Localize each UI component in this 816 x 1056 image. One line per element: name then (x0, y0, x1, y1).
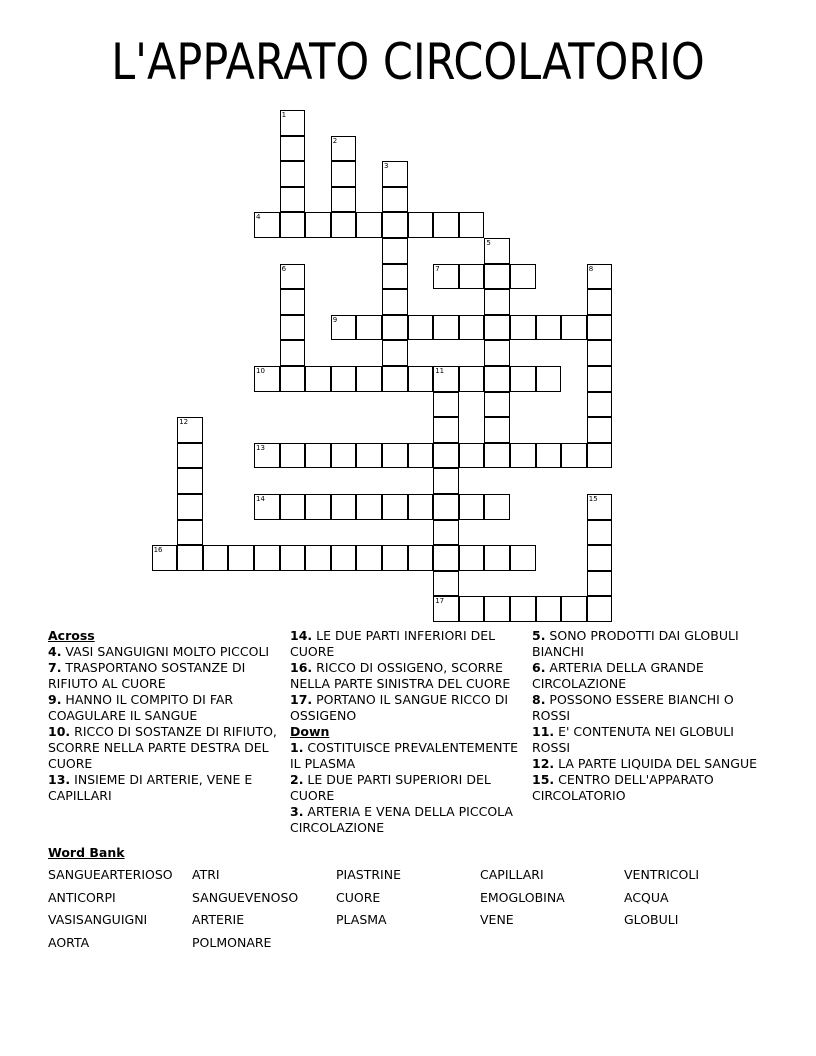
grid-cell[interactable] (280, 136, 306, 162)
word-bank-item: PLASMA (336, 912, 387, 928)
grid-cell[interactable] (254, 366, 280, 392)
word-bank-item: SANGUEVENOSO (192, 889, 299, 905)
clue-number: 9 (332, 315, 338, 324)
grid-cell[interactable] (459, 212, 485, 238)
grid-cell[interactable] (331, 161, 357, 187)
grid-cell[interactable] (356, 443, 382, 469)
clue-text: LE DUE PARTI INFERIORI DEL CUORE (290, 628, 496, 659)
grid-cell[interactable] (484, 366, 510, 392)
grid-cell[interactable] (587, 571, 613, 597)
clue-item (532, 692, 772, 724)
grid-cell[interactable] (254, 443, 280, 469)
grid-cell[interactable] (484, 443, 510, 469)
grid-cell[interactable] (177, 443, 203, 469)
grid-cell[interactable] (280, 366, 306, 392)
grid-cell[interactable] (408, 494, 434, 520)
clue-text: LE DUE PARTI SUPERIORI DEL CUORE (290, 772, 491, 803)
clue-text: ARTERIA DELLA GRANDE CIRCOLAZIONE (532, 660, 704, 691)
grid-cell[interactable] (484, 264, 510, 290)
clue-number: 2. (290, 772, 304, 787)
grid-cell[interactable] (510, 443, 536, 469)
grid-cell[interactable] (433, 571, 459, 597)
word-bank-item: CAPILLARI (480, 867, 544, 882)
clue-number: 12. (532, 756, 555, 771)
grid-cell[interactable] (484, 596, 510, 622)
clue-item (48, 724, 278, 772)
clue-number: 11 (435, 367, 445, 375)
grid-cell[interactable] (203, 545, 229, 571)
grid-cell[interactable] (433, 366, 459, 392)
grid-cell[interactable] (280, 315, 306, 341)
grid-cell[interactable] (408, 443, 434, 469)
grid-cell[interactable] (280, 161, 306, 187)
clue-text: RICCO DI SOSTANZE DI RIFIUTO, SCORRE NELLA PARTE DESTRA DEL CUORE (48, 724, 277, 771)
grid-cell[interactable] (356, 212, 382, 238)
grid-cell[interactable] (484, 315, 510, 341)
clue-text: RICCO DI OSSIGENO, SCORRE NELLA PARTE SINISTRA DEL CUORE (290, 660, 511, 691)
grid-cell[interactable] (433, 392, 459, 418)
clue-item (48, 644, 278, 660)
grid-cell[interactable] (459, 315, 485, 341)
grid-cell[interactable] (484, 417, 510, 443)
word-bank-item: CUORE (336, 889, 381, 905)
grid-cell[interactable] (408, 366, 434, 392)
across-heading: Across (48, 628, 95, 643)
grid-cell[interactable] (484, 238, 510, 264)
clue-number: 15. (532, 772, 555, 787)
grid-cell[interactable] (510, 264, 536, 290)
clue-item (48, 660, 278, 692)
grid-cell[interactable] (484, 340, 510, 366)
grid-cell[interactable] (356, 315, 382, 341)
grid-cell[interactable] (305, 366, 331, 392)
grid-cell[interactable] (331, 136, 357, 162)
clue-item (532, 772, 772, 804)
clue-text: ARTERIA E VENA DELLA PICCOLA CIRCOLAZIONE (290, 804, 513, 835)
grid-cell[interactable] (331, 443, 357, 469)
grid-cell[interactable] (510, 315, 536, 341)
grid-cell[interactable] (587, 264, 613, 290)
clue-item (532, 660, 772, 692)
grid-cell[interactable] (484, 545, 510, 571)
clue-item (290, 628, 522, 660)
clues-column-1 (48, 628, 278, 804)
clue-number: 8. (532, 692, 546, 707)
clue-text: LA PARTE LIQUIDA DEL SANGUE (554, 756, 757, 771)
grid-cell[interactable] (459, 545, 485, 571)
clue-number: 14 (256, 495, 265, 503)
grid-cell[interactable] (587, 289, 613, 315)
clue-number: 1. (290, 740, 304, 755)
grid-cell[interactable] (331, 212, 357, 238)
clue-number: 11. (532, 724, 555, 739)
clue-item (532, 628, 772, 660)
grid-cell[interactable] (177, 545, 203, 571)
page-title: L'APPARATO CIRCOLATORIO (111, 33, 705, 91)
grid-cell[interactable] (408, 545, 434, 571)
clue-text: TRASPORTANO SOSTANZE DI RIFIUTO AL CUORE (48, 660, 246, 691)
clue-number: 16 (153, 546, 163, 555)
clue-number: 8 (588, 264, 594, 273)
grid-cell[interactable] (382, 289, 408, 315)
clue-text: INSIEME DI ARTERIE, VENE E CAPILLARI (48, 772, 253, 803)
grid-cell[interactable] (382, 494, 408, 520)
grid-cell[interactable] (510, 596, 536, 622)
grid-cell[interactable] (510, 545, 536, 571)
clue-number: 4 (256, 213, 261, 222)
clue-text: SONO PRODOTTI DAI GLOBULI BIANCHI (532, 628, 739, 659)
grid-cell[interactable] (177, 494, 203, 520)
grid-cell[interactable] (356, 494, 382, 520)
grid-cell[interactable] (305, 494, 331, 520)
grid-cell[interactable] (305, 212, 331, 238)
word-bank-item: ATRI (192, 867, 220, 882)
word-bank-heading: Word Bank (48, 845, 125, 860)
grid-cell[interactable] (459, 443, 485, 469)
grid-cell[interactable] (280, 289, 306, 315)
grid-cell[interactable] (433, 494, 459, 520)
grid-cell[interactable] (280, 187, 306, 213)
grid-cell[interactable] (152, 545, 178, 571)
grid-cell[interactable] (356, 545, 382, 571)
grid-cell[interactable] (561, 596, 587, 622)
clue-number: 17 (435, 597, 445, 606)
grid-cell[interactable] (254, 212, 280, 238)
grid-cell[interactable] (280, 494, 306, 520)
grid-cell[interactable] (433, 443, 459, 469)
grid-cell[interactable] (331, 545, 357, 571)
clue-item (290, 692, 522, 724)
grid-cell[interactable] (382, 212, 408, 238)
grid-cell[interactable] (433, 417, 459, 443)
word-bank-item: VENE (480, 912, 514, 928)
grid-cell[interactable] (280, 212, 306, 238)
word-bank-item: PIASTRINE (336, 867, 401, 882)
grid-cell[interactable] (587, 340, 613, 366)
clue-item (290, 772, 522, 804)
grid-cell[interactable] (587, 545, 613, 571)
grid-cell[interactable] (459, 264, 485, 290)
grid-cell[interactable] (228, 545, 254, 571)
grid-cell[interactable] (587, 392, 613, 418)
grid-cell[interactable] (433, 520, 459, 546)
grid-cell[interactable] (331, 494, 357, 520)
word-bank-item: ANTICORPI (48, 889, 116, 905)
grid-cell[interactable] (280, 264, 306, 290)
grid-cell[interactable] (561, 315, 587, 341)
grid-cell[interactable] (459, 596, 485, 622)
grid-cell[interactable] (536, 315, 562, 341)
grid-cell[interactable] (536, 596, 562, 622)
grid-cell[interactable] (510, 366, 536, 392)
grid-cell[interactable] (433, 545, 459, 571)
grid-cell[interactable] (382, 366, 408, 392)
clue-number: 16. (290, 660, 313, 675)
word-bank-item: ACQUA (624, 889, 669, 905)
grid-cell[interactable] (433, 468, 459, 494)
clue-number: 15 (588, 495, 598, 503)
clue-number: 14. (290, 628, 313, 643)
clue-number: 10 (256, 367, 265, 375)
clue-number: 3. (290, 804, 304, 819)
clue-text: HANNO IL COMPITO DI FAR COAGULARE IL SANGUE (48, 692, 234, 723)
clue-item (532, 724, 772, 756)
grid-cell[interactable] (433, 315, 459, 341)
word-bank-item: VENTRICOLI (624, 867, 700, 882)
clue-text: COSTITUISCE PREVALENTEMENTE IL PLASMA (290, 740, 518, 771)
grid-cell[interactable] (331, 366, 357, 392)
grid-cell[interactable] (382, 161, 408, 187)
clue-number: 7 (435, 264, 440, 273)
grid-cell[interactable] (280, 545, 306, 571)
grid-cell[interactable] (382, 187, 408, 213)
grid-cell[interactable] (177, 520, 203, 546)
grid-cell[interactable] (587, 443, 613, 469)
grid-cell[interactable] (408, 315, 434, 341)
grid-cell[interactable] (587, 417, 613, 443)
clue-number: 2 (332, 136, 338, 145)
grid-cell[interactable] (484, 392, 510, 418)
clue-number: 3 (384, 162, 389, 171)
clue-item (290, 740, 522, 772)
clues-column-2 (290, 628, 522, 836)
clue-item (48, 692, 278, 724)
grid-cell[interactable] (382, 443, 408, 469)
grid-cell[interactable] (305, 443, 331, 469)
grid-cell[interactable] (280, 443, 306, 469)
grid-cell[interactable] (331, 315, 357, 341)
clue-number: 13 (256, 443, 265, 452)
word-bank-item: POLMONARE (192, 935, 272, 951)
clue-number: 6. (532, 660, 546, 675)
clue-item (532, 756, 772, 772)
grid-cell[interactable] (587, 315, 613, 341)
grid-cell[interactable] (536, 366, 562, 392)
clue-text: CENTRO DELL'APPARATO CIRCOLATORIO (532, 772, 714, 803)
clue-text: PORTANO IL SANGUE RICCO DI OSSIGENO (290, 692, 509, 723)
grid-cell[interactable] (587, 494, 613, 520)
word-bank-item: AORTA (48, 935, 90, 951)
grid-cell[interactable] (382, 340, 408, 366)
grid-cell[interactable] (177, 417, 203, 443)
clue-number: 7. (48, 660, 62, 675)
clue-number: 12 (179, 418, 189, 427)
grid-cell[interactable] (305, 545, 331, 571)
clue-number: 13. (48, 772, 71, 787)
grid-cell[interactable] (382, 238, 408, 264)
grid-cell[interactable] (254, 545, 280, 571)
grid-cell[interactable] (408, 212, 434, 238)
grid-cell[interactable] (356, 366, 382, 392)
word-bank-item: VASISANGUIGNI (48, 912, 148, 928)
clue-item (48, 772, 278, 804)
word-bank-item: ARTERIE (192, 912, 245, 928)
grid-cell[interactable] (536, 443, 562, 469)
word-bank-item: SANGUEARTERIOSO (48, 867, 173, 882)
clue-number: 6 (281, 264, 287, 273)
grid-cell[interactable] (280, 340, 306, 366)
clue-number: 5. (532, 628, 546, 643)
word-bank-item: GLOBULI (624, 912, 679, 928)
grid-cell[interactable] (254, 494, 280, 520)
grid-cell[interactable] (587, 520, 613, 546)
clue-item (290, 660, 522, 692)
clue-text: POSSONO ESSERE BIANCHI O ROSSI (532, 692, 734, 723)
grid-cell[interactable] (459, 366, 485, 392)
grid-cell[interactable] (433, 596, 459, 622)
clue-number: 5 (486, 239, 491, 247)
grid-cell[interactable] (433, 212, 459, 238)
grid-cell[interactable] (331, 187, 357, 213)
clue-number: 17. (290, 692, 313, 707)
grid-cell[interactable] (382, 315, 408, 341)
clue-number: 10. (48, 724, 71, 739)
clue-text: E' CONTENUTA NEI GLOBULI ROSSI (532, 724, 734, 755)
clue-number: 4. (48, 644, 62, 659)
word-bank-item: EMOGLOBINA (480, 889, 565, 905)
grid-cell[interactable] (280, 110, 306, 136)
grid-cell[interactable] (587, 596, 613, 622)
grid-cell[interactable] (382, 545, 408, 571)
grid-cell[interactable] (484, 289, 510, 315)
down-heading: Down (290, 724, 330, 739)
clues-column-3 (532, 628, 772, 804)
grid-cell[interactable] (177, 468, 203, 494)
clue-text: VASI SANGUIGNI MOLTO PICCOLI (61, 644, 270, 659)
grid-cell[interactable] (433, 264, 459, 290)
grid-cell[interactable] (459, 494, 485, 520)
grid-cell[interactable] (587, 366, 613, 392)
clue-number: 9. (48, 692, 62, 707)
grid-cell[interactable] (382, 264, 408, 290)
clue-number: 1 (281, 111, 287, 119)
grid-cell[interactable] (561, 443, 587, 469)
clue-item (290, 804, 522, 836)
grid-cell[interactable] (484, 494, 510, 520)
